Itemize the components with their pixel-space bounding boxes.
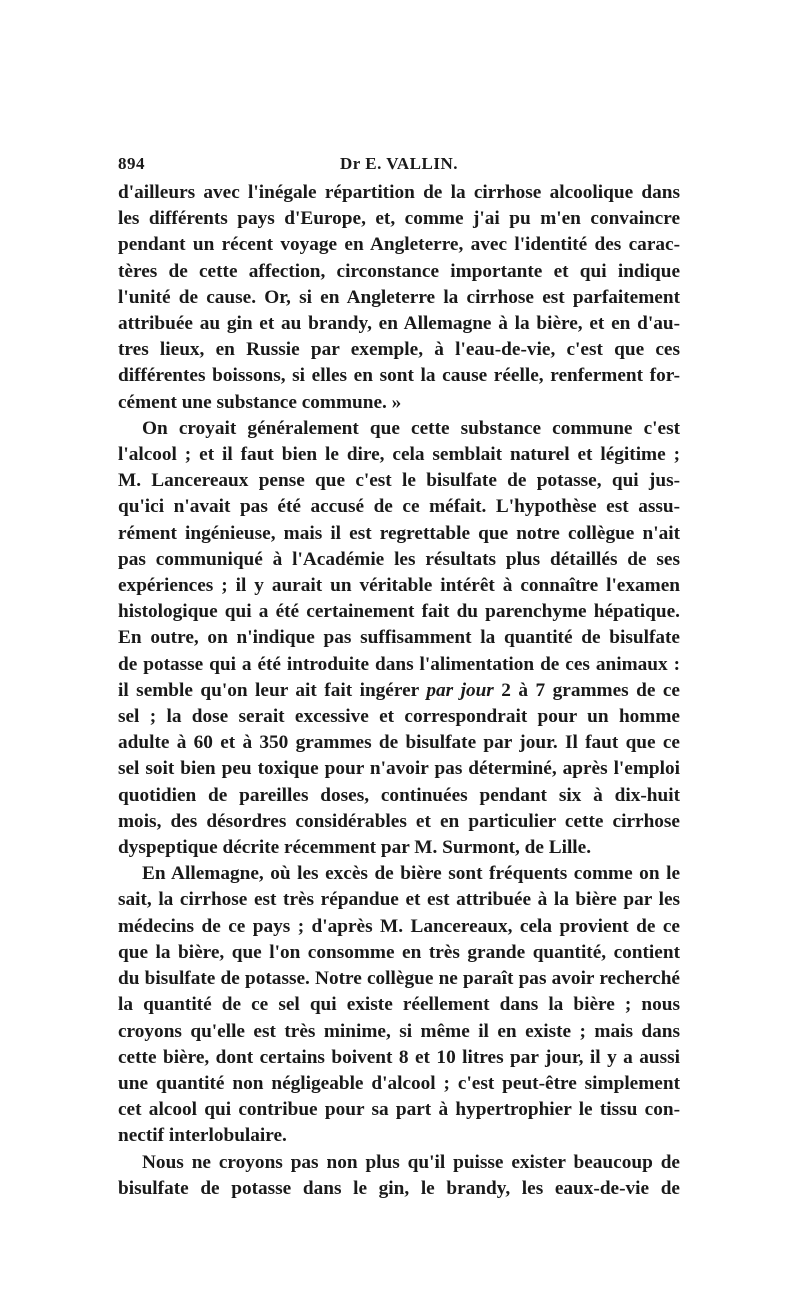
text-line: médecins de ce pays ; d'après M. Lancereaux, cela provient de ce <box>118 915 680 937</box>
text-line: qu'ici n'avait pas été accusé de ce méfait. L'hypothèse est assu- <box>118 496 680 518</box>
text-line: l'unité de cause. Or, si en Angleterre la cirrhose est parfaitement <box>118 286 680 308</box>
text-line: la quantité de ce sel qui existe réellement dans la bière ; nous <box>118 994 680 1016</box>
text-line: tères de cette affection, circonstance importante et qui indique <box>118 260 680 282</box>
paragraph <box>118 1150 680 1202</box>
page-number: 894 <box>118 154 145 173</box>
text-line: bisulfate de potasse dans le gin, le brandy, les eaux-de-vie de <box>118 1177 680 1199</box>
text-line: pendant un récent voyage en Angleterre, avec l'identité des carac- <box>118 234 680 256</box>
text-line: les différents pays d'Europe, et, comme j'ai pu m'en convaincre <box>118 208 680 230</box>
text-line: tres lieux, en Russie par exemple, à l'eau-de-vie, c'est que ces <box>118 339 680 361</box>
text-line: du bisulfate de potasse. Notre collègue ne paraît pas avoir recherché <box>118 968 680 990</box>
text-line: d'ailleurs avec l'inégale répartition de la cirrhose alcoolique dans <box>118 182 680 203</box>
text-line: En Allemagne, où les excès de bière sont fréquents comme on le <box>142 863 680 885</box>
text-line: On croyait généralement que cette substance commune c'est <box>142 417 680 439</box>
text-line: différentes boissons, si elles en sont la cause réelle, renferment for- <box>118 365 680 387</box>
text-line: nectif interlobulaire. <box>118 1125 287 1147</box>
text-line: cet alcool qui contribue pour sa part à hypertrophier le tissu con- <box>118 1099 680 1121</box>
text-line: mois, des désordres considérables et en particulier cette cirrhose <box>118 810 680 832</box>
book-page <box>118 150 680 1202</box>
text-line: sel soit bien peu toxique pour n'avoir pas déterminé, après l'emploi <box>118 758 680 780</box>
text-line: sait, la cirrhose est très répandue et est attribuée à la bière par les <box>118 889 680 911</box>
text-line: histologique qui a été certainement fait du parenchyme hépatique. <box>118 601 680 623</box>
text-line: quotidien de pareilles doses, continuées pendant six à dix-huit <box>118 784 680 806</box>
text-line: une quantité non négligeable d'alcool ; c'est peut-être simplement <box>118 1072 680 1094</box>
running-head <box>118 150 680 180</box>
text-line: croyons qu'elle est très minime, si même il en existe ; mais dans <box>118 1020 680 1042</box>
text-line: expériences ; il y aurait un véritable intérêt à connaître l'examen <box>118 575 680 597</box>
text-line: En outre, on n'indique pas suffisamment la quantité de bisulfate <box>118 627 680 649</box>
paragraph <box>118 180 680 416</box>
text-line: cette bière, dont certains boivent 8 et 10 litres par jour, il y a aussi <box>118 1046 680 1068</box>
text-line: sel ; la dose serait excessive et correspondrait pour un homme <box>118 706 680 728</box>
paragraph <box>118 861 680 1149</box>
text-line: de potasse qui a été introduite dans l'alimentation de ces animaux : <box>118 653 680 675</box>
text-line: l'alcool ; et il faut bien le dire, cela semblait naturel et légitime ; <box>118 444 680 466</box>
text-line: que la bière, que l'on consomme en très grande quantité, contient <box>118 941 680 963</box>
text-line: rément ingénieuse, mais il est regrettable que notre collègue n'ait <box>118 522 680 544</box>
paragraph <box>118 416 680 861</box>
text-line: dyspeptique décrite récemment par M. Surmont, de Lille. <box>118 837 592 859</box>
text-line: attribuée au gin et au brandy, en Allemagne à la bière, et en d'au- <box>118 313 680 335</box>
text-line: Nous ne croyons pas non plus qu'il puisse exister beaucoup de <box>142 1151 680 1173</box>
text-line: adulte à 60 et à 350 grammes de bisulfate par jour. Il faut que ce <box>118 732 680 754</box>
text-line: il semble qu'on leur ait fait ingérer par jour 2 à 7 grammes de ce <box>118 679 680 701</box>
text-line: pas communiqué à l'Académie les résultats plus détaillés de ses <box>118 548 680 570</box>
text-line: M. Lancereaux pense que c'est le bisulfate de potasse, qui jus- <box>118 470 680 492</box>
body-text <box>118 180 680 1202</box>
running-title: Dr E. VALLIN. <box>340 154 458 173</box>
text-line: cément une substance commune. » <box>118 391 402 413</box>
